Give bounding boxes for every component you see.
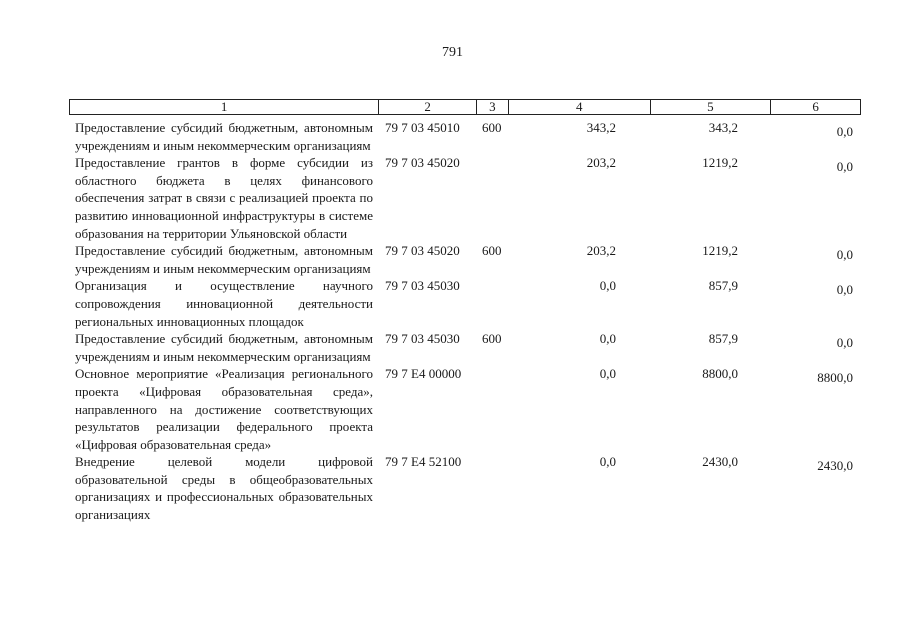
row-group: 600 bbox=[482, 331, 502, 347]
row-code: 79 7 03 45030 bbox=[385, 278, 460, 294]
table-row bbox=[0, 277, 905, 330]
column-header-2: 2 bbox=[378, 100, 476, 114]
table-row bbox=[0, 365, 905, 453]
row-description: Основное мероприятие «Реализация регионального проекта «Цифровая образовательная среда», направленного на достижение соответствующих результатов реализации федерального проекта «Цифровая образовательная среда» bbox=[75, 366, 373, 452]
column-header-3: 3 bbox=[476, 100, 508, 114]
row-value-col6: 0,0 bbox=[836, 335, 853, 351]
table-row bbox=[0, 242, 905, 277]
row-value-col6: 0,0 bbox=[836, 159, 853, 175]
row-group: 600 bbox=[482, 120, 502, 135]
row-value-col5: 8800,0 bbox=[702, 366, 738, 382]
row-value-col4: 0,0 bbox=[599, 331, 616, 347]
row-code: 79 7 03 45020 bbox=[385, 155, 460, 171]
column-header-1: 1 bbox=[220, 100, 228, 114]
row-code: 79 7 E4 52100 bbox=[385, 454, 462, 470]
row-code: 79 7 E4 00000 bbox=[385, 366, 462, 382]
row-value-col4: 203,2 bbox=[586, 155, 616, 171]
table-body bbox=[0, 119, 905, 524]
row-value-col6: 0,0 bbox=[836, 124, 853, 139]
row-code: 79 7 03 45010 bbox=[385, 120, 460, 135]
row-value-col5: 343,2 bbox=[708, 120, 738, 135]
table-row bbox=[0, 330, 905, 365]
table-row bbox=[0, 154, 905, 242]
row-value-col5: 1219,2 bbox=[702, 243, 738, 259]
row-description: Предоставление субсидий бюджетным, автономным учреждениям и иным некоммерческим организациям bbox=[75, 243, 373, 276]
table-row bbox=[0, 119, 905, 154]
column-header-5: 5 bbox=[650, 100, 771, 114]
row-description: Предоставление грантов в форме субсидии из областного бюджета в целях финансового обеспечения затрат в связи с реализацией проекта по развитию инновационной инфраструктуры в системе образования на территории Ульяновской области bbox=[75, 155, 373, 241]
row-value-col5: 2430,0 bbox=[702, 454, 738, 470]
table-header bbox=[69, 99, 861, 115]
row-description: Предоставление субсидий бюджетным, автономным учреждениям и иным некоммерческим организациям bbox=[75, 331, 373, 364]
row-code: 79 7 03 45030 bbox=[385, 331, 460, 347]
row-value-col4: 343,2 bbox=[586, 120, 616, 135]
column-header-4: 4 bbox=[508, 100, 650, 114]
row-value-col4: 0,0 bbox=[599, 278, 616, 294]
row-value-col6: 0,0 bbox=[836, 247, 853, 263]
row-value-col5: 1219,2 bbox=[702, 155, 738, 171]
row-value-col5: 857,9 bbox=[708, 331, 738, 347]
row-value-col4: 203,2 bbox=[586, 243, 616, 259]
row-description: Предоставление субсидий бюджетным, автономным учреждениям и иным некоммерческим организациям bbox=[75, 120, 373, 153]
row-description: Внедрение целевой модели цифровой образовательной среды в общеобразовательных организациях и профессиональных образовательных организациях bbox=[75, 454, 373, 523]
row-value-col6: 8800,0 bbox=[817, 370, 853, 386]
column-header-6: 6 bbox=[770, 100, 860, 114]
row-description: Организация и осуществление научного сопровождения инновационной деятельности региональных инновационных площадок bbox=[75, 278, 373, 329]
page-number: 791 bbox=[442, 45, 463, 60]
row-value-col4: 0,0 bbox=[599, 366, 616, 382]
row-value-col5: 857,9 bbox=[708, 278, 738, 294]
row-code: 79 7 03 45020 bbox=[385, 243, 460, 259]
row-group: 600 bbox=[482, 243, 502, 259]
row-value-col4: 0,0 bbox=[599, 454, 616, 470]
table-row bbox=[0, 453, 905, 523]
row-value-col6: 2430,0 bbox=[817, 458, 853, 474]
row-value-col6: 0,0 bbox=[836, 282, 853, 298]
